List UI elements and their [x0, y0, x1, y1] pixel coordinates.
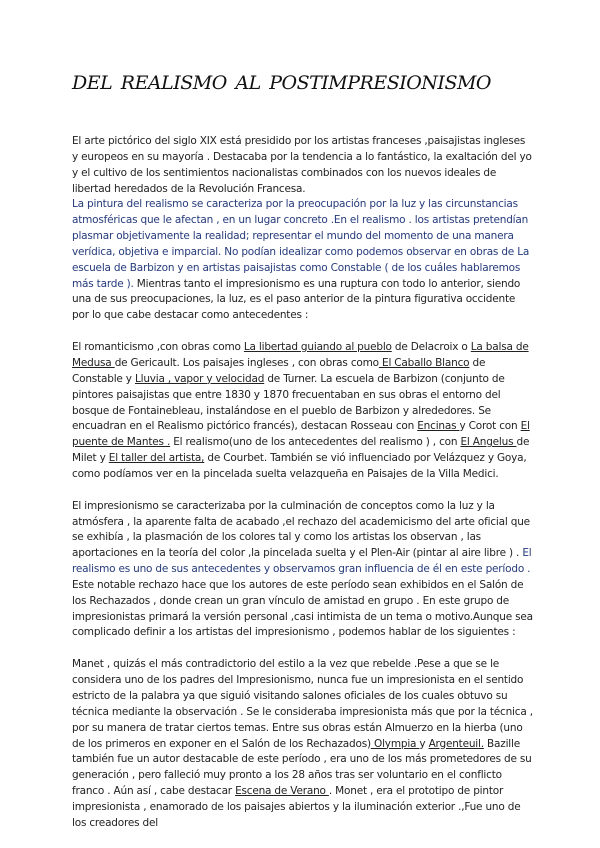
- link-puente-mantes[interactable]: El puente de Mantes .: [72, 420, 530, 449]
- link-la-libertad[interactable]: La libertad guiando al pueblo: [243, 341, 392, 354]
- text: El romanticismo ,con obras como: [72, 341, 244, 354]
- text: Bazille también fue un autor destacable de este período , era uno de los más prometedores de su generación , pero falleció muy pronto a los 28 años tras ser voluntario en el conflicto franco . Aún así , cabe destacar: [72, 737, 532, 798]
- link-la-balsa[interactable]: La balsa de Medusa: [72, 341, 529, 369]
- link-argenteuil[interactable]: Argenteuil.: [428, 737, 484, 750]
- page-title: DEL REALISMO AL POSTIMPRESIONISMO: [72, 72, 491, 94]
- text: El realismo es uno de sus antecedentes y observamos gran influencia de él en este período .: [72, 547, 532, 576]
- realism-text: La pintura del realismo se caracteriza por la preocupación por la luz y las circunstancias atmosféricas que le afectan , en un lugar concreto .En el realismo . los artistas pretendían plasmar objetivamente la realidad; representar el mundo del momento de una manera verídica, objetiva e imparcial. No podían idealizar como podemos observar en obras de La escuela de Barbizon y en artistas paisajistas como Constable ( de los cuáles hablaremos más tarde ).: [72, 198, 530, 290]
- link-lluvia[interactable]: Lluvia , vapor y velocidad: [134, 372, 265, 385]
- text: El impresionismo se caracterizaba por la culminación de conceptos como la luz y la atmósfera , la aparente falta de acabado ,el rechazo del academicismo del arte oficial que se exhibía , la plasmación de los colores tal y como los artistas los observan , las aportaciones en la teoría del color ,la pincelada suelta y el Plen-Air (pintar al aire libre ) .: [72, 499, 530, 560]
- text: Manet , quizás el más contradictorio del estilo a la vez que rebelde .Pese a que se le considera uno de los padres del Impresionismo, nunca fue un impresionista en el sentido estricto de la palabra ya que siguió visitando salones oficiales de los cuales obtuvo su técnica mediante la observación . Se le consideraba impresionista más que por la técnica , por su manera de tratar ciertos temas. Entre sus obras están Almuerzo en la hierba (uno de los primeros en exponer en el Salón de los Rechazados): [72, 658, 533, 750]
- paragraph-manet: [72, 657, 534, 831]
- intro-text: El arte pictórico del siglo XIX está presidido por los artistas franceses ,paisajistas ingleses y europeos en su mayoría . Destacaba por la tendencia a lo fantástico, la exaltación del yo y el cultivo de los sentimientos nacionalistas combinados con los nuevos ideales de libertad heredados de la Revolución Francesa.: [72, 135, 532, 195]
- paragraph-antecedents: [72, 340, 534, 483]
- text: de Courbet. También se vió influenciado por Velázquez y Goya, como podíamos ver en la pincelada suelta velazqueña en Paisajes de la Villa Medici.: [72, 452, 527, 480]
- paragraph-intro: [72, 134, 534, 324]
- link-encinas[interactable]: Encinas: [417, 420, 460, 433]
- text: de Turner. La escuela de Barbizon (conjunto de pintores paisajistas que entre 1830 y 1870 frecuentaban en sus obras el entorno del bosque de Fontainebleau, instalándose en el pueblo de Barbizon y alrededores. Se encuadran en el Realismo pictórico francés), destacan Rosseau con: [72, 372, 505, 433]
- text: . Monet , era el prototipo de pintor impresionista , enamorado de los paisajes abiertos y la iluminación exterior .,Fue uno de los creadores del: [72, 785, 521, 829]
- text: de Gericault. Los paisajes ingleses , con obras como: [114, 356, 379, 369]
- document-body: [72, 134, 534, 832]
- paragraph-impressionism: [72, 499, 534, 642]
- text: y Corot con: [459, 420, 521, 433]
- link-angelus[interactable]: El Angelus: [460, 436, 517, 449]
- text: El realismo(uno de los antecedentes del realismo ) , con: [170, 436, 461, 449]
- text: Este notable rechazo hace que los autores de este período sean exhibidos en el Salón de los Rechazados , donde crean un gran vínculo de amistad en grupo . En este grupo de impresionistas primará la versión personal ,casi intimista de un tema o motivo.Aunque sea complicado definir a los artistas del impresionismo , podemos hablar de los siguientes :: [72, 578, 533, 639]
- impressionism-text: Mientras tanto el impresionismo es una ruptura con todo lo anterior, siendo una de sus preocupaciones, la luz, es el paso anterior de la pintura figurativa occidente por lo que cabe destacar como antecedentes :: [72, 277, 521, 322]
- link-escena-verano[interactable]: Escena de Verano: [235, 785, 329, 798]
- text: de Delacroix o: [391, 341, 471, 354]
- text: de Constable y: [72, 356, 486, 385]
- link-caballo-blanco[interactable]: El Caballo Blanco: [378, 356, 470, 369]
- link-olympia[interactable]: Olympia: [370, 737, 420, 750]
- link-taller-artista[interactable]: El taller del artista,: [108, 452, 205, 465]
- text: de Milet y: [72, 436, 530, 465]
- text: y: [419, 737, 429, 750]
